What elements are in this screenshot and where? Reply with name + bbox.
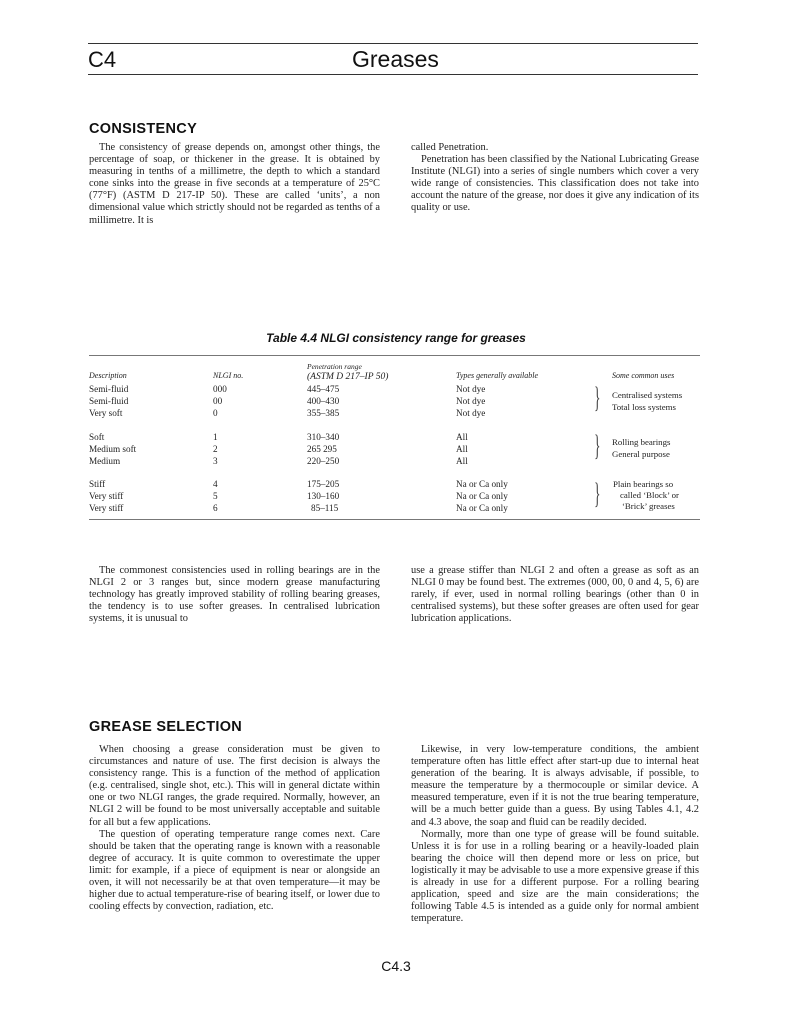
brace-group-2: }	[594, 429, 601, 462]
table-cell: 400–430	[307, 396, 340, 406]
col-header-penetration-standard: (ASTM D 217–IP 50)	[307, 372, 389, 382]
page-number: C4.3	[381, 958, 411, 974]
paragraph: use a grease stiffer than NLGI 2 and often a grease as soft as an NLGI 0 may be found best. The extremes (000, 00, 0 and 4, 5, 6) are rarely, if ever, used in normal rolling bearings (other than 0 in centralised systems), but these softer greases are often used for gear lubrication applications.	[411, 565, 699, 625]
col-header-penetration: Penetration range	[307, 362, 362, 371]
uses-cell: General purpose	[612, 449, 670, 459]
brace-group-3: }	[594, 477, 601, 510]
table-row: Very soft	[89, 408, 123, 418]
paragraph: Normally, more than one type of grease will be found suitable. Unless it is for use in a rolling bearing or a heavily-loaded plain bearing the choice will then depend more or less on price, but logistically it may be advisable to use a more expensive grease if this is already in use for a different purpose. For a rolling bearing application, speed and size are the main considerations; the following Table 4.5 is intended as a guide only for normal ambient temperature.	[411, 828, 699, 925]
uses-cell: Rolling bearings	[612, 437, 671, 447]
brace-group-1: }	[594, 381, 601, 414]
table-row: Very stiff	[89, 503, 124, 513]
table-cell: Na or Ca only	[456, 479, 508, 489]
paragraph: called Penetration.	[411, 142, 489, 153]
uses-cell: ‘Brick’ greases	[622, 501, 675, 511]
table-cell: 00	[213, 396, 223, 406]
table-cell: Na or Ca only	[456, 491, 508, 501]
col-header-description: Description	[89, 371, 127, 380]
col-header-types: Types generally available	[456, 371, 539, 380]
page-title: Greases	[352, 46, 439, 72]
section-heading-consistency: CONSISTENCY	[89, 121, 198, 137]
table-cell: 4	[213, 479, 218, 489]
table-cell: Not dye	[456, 396, 486, 406]
table-row: Semi-fluid	[89, 384, 129, 394]
table-row: Medium	[89, 456, 121, 466]
table-row: Soft	[89, 432, 105, 442]
paragraph: The consistency of grease depends on, amongst other things, the percentage of soap, or thickener in the grease. It is obtained by measuring in tenths of a millimetre, the depth to which a standard cone sinks into the grease in five seconds at a temperature of 25°C (77°F) (ASTM D 217-IP 50). These are called ‘units’, a non dimensional value which strictly should not be regarded as tenths of a millimetre. It is	[89, 142, 380, 226]
table-row: Very stiff	[89, 491, 124, 501]
table-cell: All	[456, 432, 468, 442]
table-cell: 310–340	[307, 432, 340, 442]
table-cell: 2	[213, 444, 218, 454]
table-cell: 0	[213, 408, 218, 418]
table-cell: Not dye	[456, 384, 486, 394]
selection-col2	[411, 744, 699, 925]
table-cell: Not dye	[456, 408, 486, 418]
consistency-col1	[89, 142, 380, 227]
after-table-col2	[411, 565, 699, 625]
col-header-nlgi: NLGI no.	[213, 371, 244, 380]
paragraph: When choosing a grease consideration must be given to circumstances and nature of use. The first decision is always the consistency range. This is a function of the method of application (e.g. centralised, single shot, etc.). This will in general dictate within one or two NLGI ranges, the grade required. Normally, however, an NLGI 2 will be found to be most universally acceptable and suitable for all but a few applications.	[89, 744, 380, 828]
table-cell: All	[456, 444, 468, 454]
table-cell: 265 295	[307, 444, 337, 454]
selection-col1	[89, 744, 380, 913]
table-cell: 3	[213, 456, 218, 466]
table-row: Stiff	[89, 479, 106, 489]
table-top-rule	[89, 355, 700, 356]
consistency-col2	[411, 142, 699, 215]
table-caption: Table 4.4 NLGI consistency range for greases	[266, 331, 526, 345]
table-cell: 000	[213, 384, 227, 394]
paragraph: The question of operating temperature range comes next. Care should be taken that the operating range is known with a reasonable degree of accuracy. It is quite common to overestimate the upper limit: for example, if a piece of equipment is near or alongside an oven, it will not necessarily be at that oven temperature—it may be higher due to actual temperature-rise of bearing itself, or lower due to cooling effects by convection, radiation, etc.	[89, 828, 380, 913]
section-heading-grease-selection: GREASE SELECTION	[89, 719, 243, 735]
col-header-uses: Some common uses	[612, 371, 675, 380]
table-cell: 130–160	[307, 491, 340, 501]
section-code: C4	[88, 47, 117, 72]
paragraph: The commonest consistencies used in rolling bearings are in the NLGI 2 or 3 ranges but, since modern grease manufacturing technology has greatly improved stability of rolling bearing greases, the tendency is to use softer greases. In centralised lubrication systems, it is unusual to	[89, 565, 380, 625]
table-bottom-rule	[89, 519, 700, 520]
paragraph: Likewise, in very low-temperature conditions, the ambient temperature often has little effect after start-up due to internal heat generation of the bearing. It is always advisable, if possible, to measure the temperature by a thermocouple or similar device. A measured temperature, even if it is not the true bearing temperature, will be a much better guide than a guess. By using Tables 4.1, 4.2 and 4.3 above, the soap and fluid can be readily decided.	[411, 744, 699, 828]
paragraph: Penetration has been classified by the National Lubricating Grease Institute (NLGI) into a series of single numbers which cover a very wide range of consistencies. This classification does not take into account the nature of the grease, nor does it give any indication of its quality or use.	[411, 154, 699, 214]
table-cell: 220–250	[307, 456, 340, 466]
uses-cell: Total loss systems	[612, 402, 676, 412]
uses-cell: Centralised systems	[612, 390, 683, 400]
table-cell: 6	[213, 503, 218, 513]
uses-cell: called ‘Block’ or	[620, 490, 679, 500]
header-top-rule	[88, 43, 698, 44]
header-bottom-rule	[88, 74, 698, 75]
table-row: Semi-fluid	[89, 396, 129, 406]
table-cell: Na or Ca only	[456, 503, 508, 513]
table-cell: 445–475	[307, 384, 340, 394]
table-cell: 85–115	[311, 503, 339, 513]
table-cell: 5	[213, 491, 218, 501]
table-cell: 175–205	[307, 479, 340, 489]
after-table-col1	[89, 565, 380, 625]
table-row: Medium soft	[89, 444, 137, 454]
uses-cell: Plain bearings so	[613, 479, 674, 489]
table-cell: All	[456, 456, 468, 466]
table-cell: 1	[213, 432, 218, 442]
table-cell: 355–385	[307, 408, 340, 418]
